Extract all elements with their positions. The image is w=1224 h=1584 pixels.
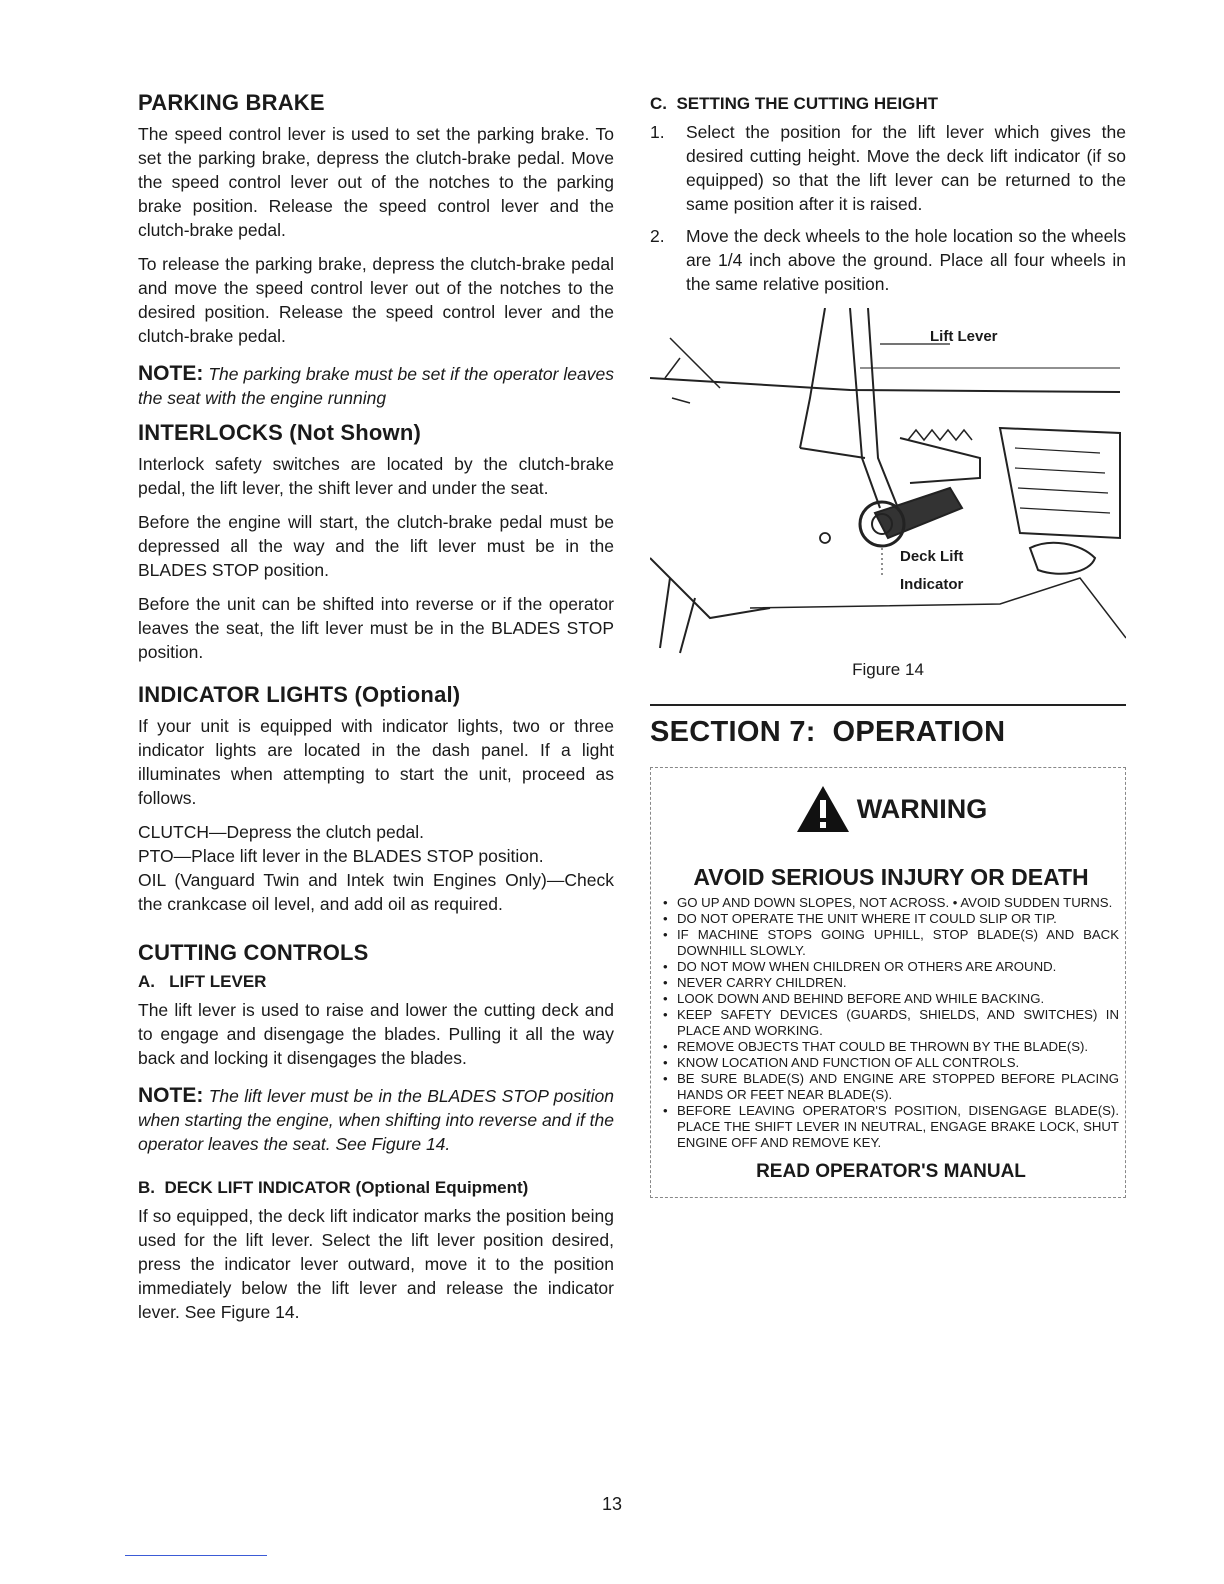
- list-item: • DO NOT OPERATE THE UNIT WHERE IT COULD SLIP OR TIP.: [663, 911, 1119, 927]
- page-number: 13: [601, 1494, 623, 1514]
- figure-caption: Figure 14: [852, 660, 924, 679]
- figure-14: [650, 308, 1126, 678]
- list-item: • DO NOT MOW WHEN CHILDREN OR OTHERS ARE AROUND.: [663, 959, 1119, 975]
- left-column: [138, 90, 614, 1334]
- lift-lever-note: [138, 1084, 614, 1156]
- indicator-oil: OIL (Vanguard Twin and Intek twin Engines Only)—Check the crankcase oil level, and add oil as required.: [138, 870, 614, 914]
- list-item: 2. Move the deck wheels to the hole location so the wheels are 1/4 inch above the ground. Place all four wheels in the same relative position.: [650, 226, 1126, 294]
- lift-lever-illustration: [650, 308, 1126, 658]
- indicator-label: Indicator: [900, 576, 964, 593]
- indicator-pto: PTO—Place lift lever in the BLADES STOP position.: [138, 846, 544, 866]
- interlocks-para-1: Interlock safety switches are located by the clutch-brake pedal, the lift lever, the shift lever and under the seat.: [138, 454, 614, 498]
- section-divider: [650, 704, 1126, 706]
- warning-triangle-icon: [795, 784, 851, 834]
- deck-lift-indicator-subheading: B. DECK LIFT INDICATOR (Optional Equipment): [138, 1178, 529, 1197]
- parking-brake-para-2: To release the parking brake, depress the clutch-brake pedal and move the speed control lever out of the notches to the desired position. Release the speed control lever and the clutch-brake pedal.: [138, 254, 614, 346]
- interlocks-para-2: Before the engine will start, the clutch-brake pedal must be depressed all the way and the lift lever must be in the BLADES STOP position.: [138, 512, 614, 580]
- list-item: • KEEP SAFETY DEVICES (GUARDS, SHIELDS, AND SWITCHES) IN PLACE AND WORKING.: [663, 1007, 1119, 1039]
- interlocks-heading: INTERLOCKS (Not Shown): [138, 420, 422, 445]
- warning-list: [663, 895, 1119, 1151]
- parking-brake-heading: PARKING BRAKE: [138, 90, 325, 115]
- parking-brake-note: [138, 362, 614, 410]
- warning-header: [663, 784, 1119, 834]
- list-item: • LOOK DOWN AND BEHIND BEFORE AND WHILE BACKING.: [663, 991, 1119, 1007]
- deck-lift-label: Deck Lift: [900, 548, 964, 565]
- warning-title: WARNING: [856, 793, 988, 824]
- lift-lever-label: Lift Lever: [930, 328, 998, 345]
- parking-brake-para-1: The speed control lever is used to set the parking brake. To set the parking brake, depress the clutch-brake pedal. Move the speed control lever out of the notches to the parking brake position. Release the speed control lever and the clutch-brake pedal.: [138, 124, 614, 240]
- avoid-injury-heading: AVOID SERIOUS INJURY OR DEATH: [693, 864, 1089, 890]
- interlocks-para-3: Before the unit can be shifted into reverse or if the operator leaves the seat, the lift lever must be in the BLADES STOP position.: [138, 594, 614, 662]
- right-column: [650, 94, 1126, 1198]
- list-item: • NEVER CARRY CHILDREN.: [663, 975, 1119, 991]
- lift-lever-subheading: A. LIFT LEVER: [138, 972, 267, 991]
- list-item: • IF MACHINE STOPS GOING UPHILL, STOP BLADE(S) AND BACK DOWNHILL SLOWLY.: [663, 927, 1119, 959]
- indicator-lights-heading: INDICATOR LIGHTS (Optional): [138, 682, 461, 707]
- note-text: The parking brake must be set if the operator leaves the seat with the engine running: [138, 364, 614, 408]
- note-label: NOTE:: [138, 362, 204, 385]
- list-item: • REMOVE OBJECTS THAT COULD BE THROWN BY THE BLADE(S).: [663, 1039, 1119, 1055]
- indicator-lights-para-1: If your unit is equipped with indicator lights, two or three indicator lights are located in the dash panel. If a light illuminates when attempting to start the unit, proceed as follows.: [138, 716, 614, 808]
- note-text: The lift lever must be in the BLADES STOP position when starting the engine, when shifting into reverse and if the operator leaves the seat. See Figure 14.: [138, 1086, 614, 1154]
- read-manual: READ OPERATOR'S MANUAL: [756, 1161, 1026, 1182]
- lift-lever-para: The lift lever is used to raise and lower the cutting deck and to engage and disengage the blades. Pulling it all the way back and locking it disengages the blades.: [138, 1000, 614, 1068]
- footer-rule: [125, 1555, 267, 1556]
- list-item: • GO UP AND DOWN SLOPES, NOT ACROSS. • AVOID SUDDEN TURNS.: [663, 895, 1119, 911]
- list-item: • BEFORE LEAVING OPERATOR'S POSITION, DISENGAGE BLADE(S). PLACE THE SHIFT LEVER IN NEUTRAL, ENGAGE BRAKE LOCK, SHUT ENGINE OFF AND REMOVE KEY.: [663, 1103, 1119, 1151]
- warning-box: [650, 767, 1126, 1198]
- cutting-controls-heading: CUTTING CONTROLS: [138, 940, 369, 965]
- indicator-clutch: CLUTCH—Depress the clutch pedal.: [138, 822, 424, 842]
- list-item: 1. Select the position for the lift lever which gives the desired cutting height. Move the deck lift indicator (if so equipped) so that the lift lever can be returned to the same position after it is raised.: [650, 122, 1126, 214]
- section-7-heading: SECTION 7: OPERATION: [650, 716, 1006, 748]
- list-item: • KNOW LOCATION AND FUNCTION OF ALL CONTROLS.: [663, 1055, 1119, 1071]
- list-item: • BE SURE BLADE(S) AND ENGINE ARE STOPPED BEFORE PLACING HANDS OR FEET NEAR BLADE(S).: [663, 1071, 1119, 1103]
- deck-lift-indicator-para: If so equipped, the deck lift indicator marks the position being used for the lift lever. Select the lift lever position desired, press the indicator lever outward, move it to the position immediately below the lift lever and release the indicator lever. See Figure 14.: [138, 1206, 614, 1322]
- note-label: NOTE:: [138, 1084, 204, 1107]
- cutting-height-steps: [650, 120, 1126, 296]
- setting-cutting-height-subheading: C. SETTING THE CUTTING HEIGHT: [650, 94, 939, 113]
